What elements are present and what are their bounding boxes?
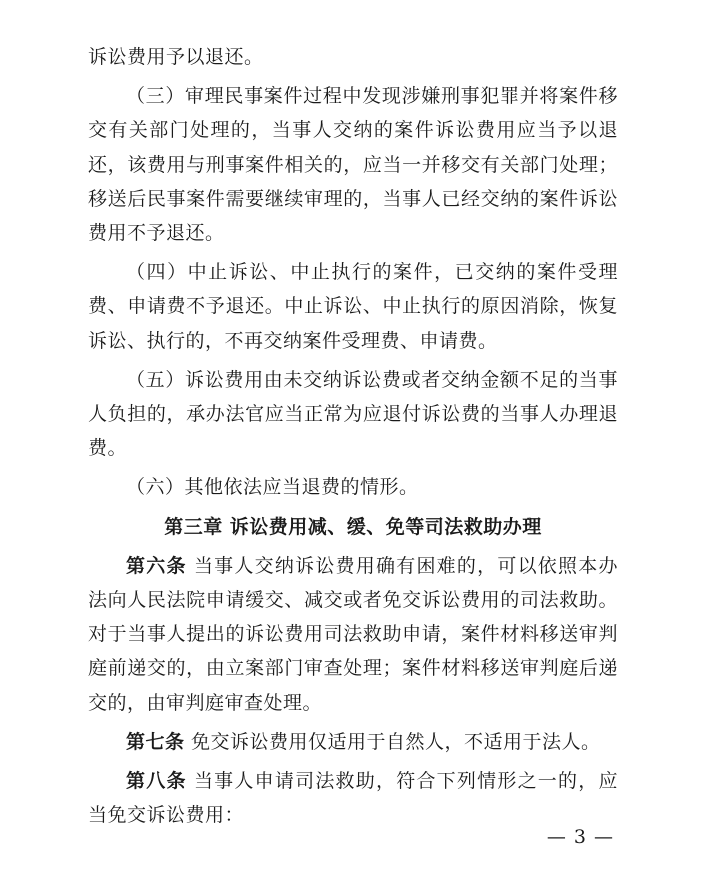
clause-three: （三）审理民事案件过程中发现涉嫌刑事犯罪并将案件移交有关部门处理的，当事人交纳的案件诉讼费用应当予以退还，该费用与刑事案件相关的，应当一并移交有关部门处理；移送后民事案件需要继续审理的，当事人已经交纳的案件诉讼费用不予退还。: [88, 85, 618, 245]
article-seven-label: 第七条: [126, 730, 185, 753]
clause-four: （四）中止诉讼、中止执行的案件，已交纳的案件受理费、申请费不予退还。中止诉讼、中止执行的原因消除，恢复诉讼、执行的，不再交纳案件受理费、申请费。: [88, 261, 618, 352]
article-six-text: 当事人交纳诉讼费用确有困难的，可以依照本办法向人民法院申请缓交、减交或者免交诉讼费用的司法救助。对于当事人提出的诉讼费用司法救助申请，案件材料移送审判庭前递交的，由立案部门审查处理；案件材料移送审判庭后递交的，由审判庭审查处理。: [88, 554, 618, 714]
clause-six: （六）其他依法应当退费的情形。: [126, 476, 419, 499]
clause-five: （五）诉讼费用由未交纳诉讼费或者交纳金额不足的当事人负担的，承办法官应当正常为应退付诉讼费的当事人办理退费。: [88, 368, 618, 460]
chapter-title: 第三章 诉讼费用减、缓、免等司法救助办理: [164, 515, 542, 538]
article-eight-label: 第八条: [126, 770, 187, 793]
article-seven-text: 免交诉讼费用仅适用于自然人，不适用于法人。: [184, 730, 601, 753]
document-body: [88, 40, 618, 837]
continuation-paragraph: 诉讼费用予以退还。: [88, 46, 264, 68]
page-number: — 3 —: [546, 826, 614, 848]
article-six: [88, 549, 618, 720]
article-six-label: 第六条: [126, 554, 187, 577]
article-seven: [88, 725, 618, 759]
article-eight-text: 当事人申请司法救助，符合下列情形之一的，应当免交诉讼费用：: [88, 770, 618, 827]
article-eight: [88, 764, 618, 832]
